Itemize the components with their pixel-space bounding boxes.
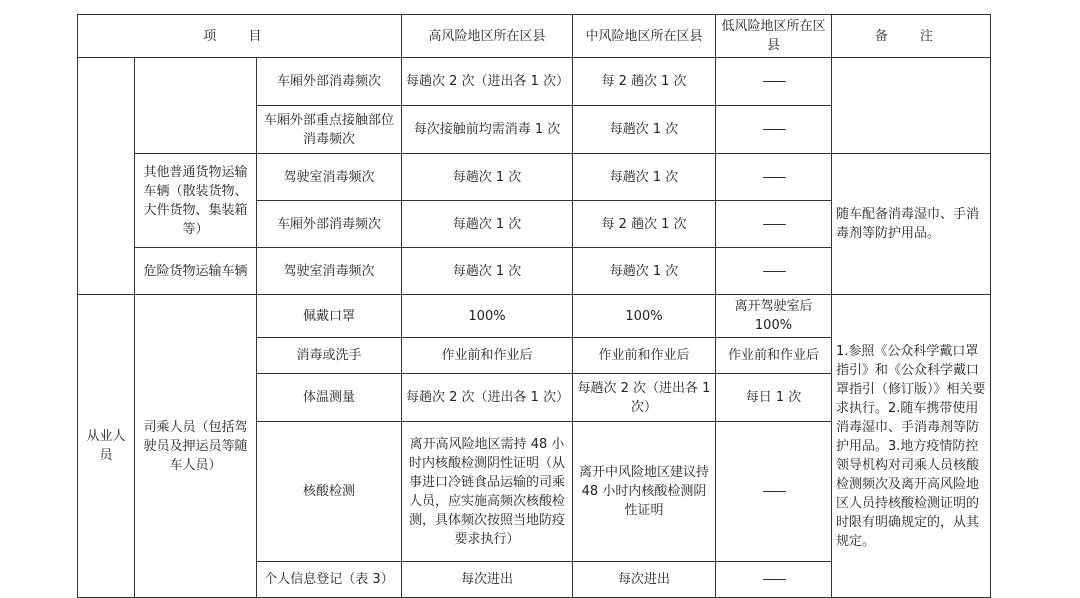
- header-mid-risk: 中风险地区所在区县: [573, 15, 716, 58]
- header-low-risk: 低风险地区所在区县: [716, 15, 832, 58]
- row-low: 作业前和作业后: [716, 338, 832, 374]
- row-low: ——: [716, 201, 832, 248]
- row-mid: 每次进出: [573, 562, 716, 598]
- row-high: 每趟次 1 次: [402, 248, 573, 295]
- row-low: 离开驾驶室后 100%: [716, 295, 832, 338]
- row-mid: 每 2 趟次 1 次: [573, 58, 716, 106]
- vehicle-type-blank: [135, 58, 257, 154]
- staff-category: 从业人员: [78, 295, 135, 598]
- row-item: 驾驶室消毒频次: [257, 154, 402, 201]
- row-item: 个人信息登记（表 3）: [257, 562, 402, 598]
- row-mid: 离开中风险地区建议持 48 小时内核酸检测阴性证明: [573, 422, 716, 562]
- header-high-risk: 高风险地区所在区县: [402, 15, 573, 58]
- row-item: 核酸检测: [257, 422, 402, 562]
- row-item: 车厢外部重点接触部位消毒频次: [257, 106, 402, 154]
- row-low: ——: [716, 248, 832, 295]
- table-row: [78, 154, 991, 201]
- row-item: 车厢外部消毒频次: [257, 201, 402, 248]
- policy-table: [77, 14, 991, 598]
- row-high: 每趟次 1 次: [402, 154, 573, 201]
- row-high: 每趟次 1 次: [402, 201, 573, 248]
- table-row: [78, 58, 991, 106]
- header-item: 项 目: [78, 15, 402, 58]
- row-mid: 作业前和作业后: [573, 338, 716, 374]
- row-mid: 每趟次 2 次（进出各 1 次）: [573, 374, 716, 422]
- header-note: 备 注: [832, 15, 991, 58]
- header-row: [78, 15, 991, 58]
- staff-group: 司乘人员（包括驾驶员及押运员等随车人员）: [135, 295, 257, 598]
- row-low: ——: [716, 58, 832, 106]
- table-row: [78, 295, 991, 338]
- row-item: 佩戴口罩: [257, 295, 402, 338]
- row-high: 离开高风险地区需持 48 小时内核酸检测阴性证明（从事进口冷链食品运输的司乘人员，应实施高频次核酸检测，具体频次按照当地防疫要求执行）: [402, 422, 573, 562]
- row-item: 体温测量: [257, 374, 402, 422]
- row-mid: 100%: [573, 295, 716, 338]
- row-low: ——: [716, 154, 832, 201]
- row-high: 每趟次 2 次（进出各 1 次）: [402, 374, 573, 422]
- row-high: 100%: [402, 295, 573, 338]
- vehicle-type-other-cargo: 其他普通货物运输车辆（散装货物、大件货物、集装箱等）: [135, 154, 257, 248]
- row-item: 车厢外部消毒频次: [257, 58, 402, 106]
- row-high: 每次接触前均需消毒 1 次: [402, 106, 573, 154]
- row-low: ——: [716, 562, 832, 598]
- row-mid: 每趟次 1 次: [573, 106, 716, 154]
- row-low: 每日 1 次: [716, 374, 832, 422]
- row-high: 每趟次 2 次（进出各 1 次）: [402, 58, 573, 106]
- row-mid: 每趟次 1 次: [573, 248, 716, 295]
- row-low: ——: [716, 106, 832, 154]
- row-item: 消毒或洗手: [257, 338, 402, 374]
- row-mid: 每 2 趟次 1 次: [573, 201, 716, 248]
- staff-note: 1.参照《公众科学戴口罩指引》和《公众科学戴口罩指引（修订版）》相关要求执行。2.随车携带使用消毒湿巾、手消毒剂等防护用品。3.地方疫情防控领导机构对司乘人员核酸检测频次及离开高风险地区人员持核酸检测证明的时限有明确规定的，从其规定。: [832, 295, 991, 598]
- vehicle-type-dangerous: 危险货物运输车辆: [135, 248, 257, 295]
- row-high: 作业前和作业后: [402, 338, 573, 374]
- row-low: ——: [716, 422, 832, 562]
- row-item: 驾驶室消毒频次: [257, 248, 402, 295]
- vehicle-category-cell: [78, 58, 135, 295]
- row-high: 每次进出: [402, 562, 573, 598]
- row-mid: 每趟次 1 次: [573, 154, 716, 201]
- vehicle-note: 随车配备消毒湿巾、手消毒剂等防护用品。: [832, 154, 991, 295]
- note-blank: [832, 58, 991, 154]
